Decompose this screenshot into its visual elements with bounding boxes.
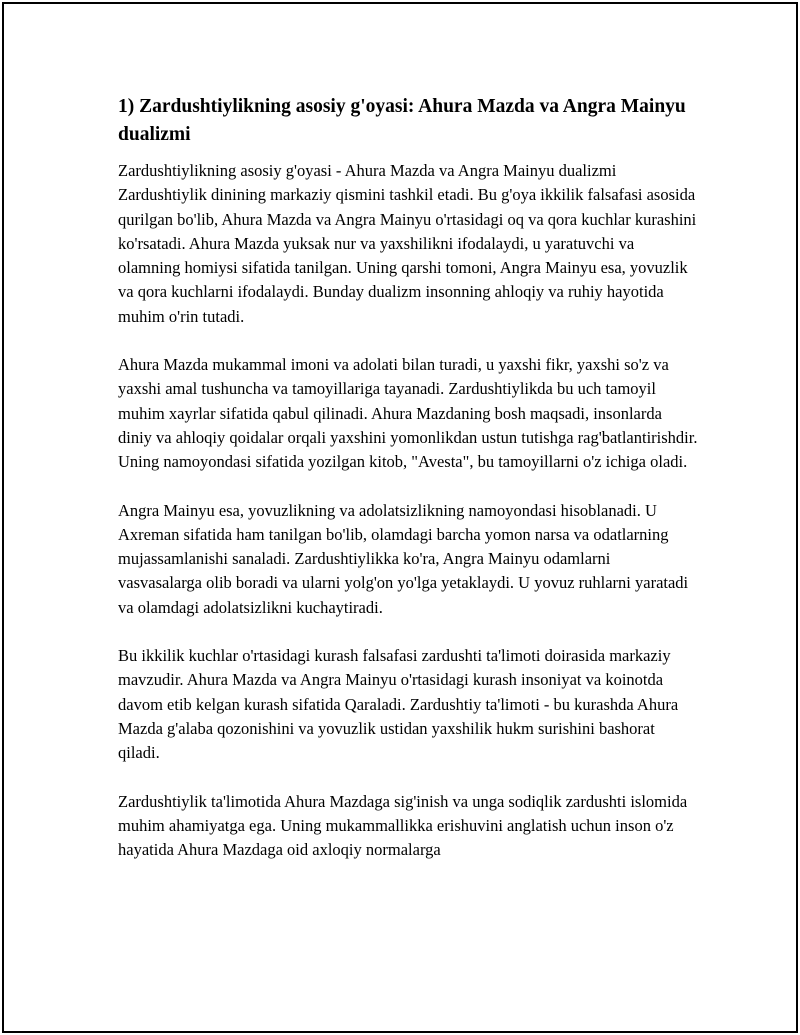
paragraph-3: Angra Mainyu esa, yovuzlikning va adolatsizlikning namoyondasi hisoblanadi. U Axreman sifatida ham tanilgan bo'lib, olamdagi barcha yomon narsa va odatlarning mujassamlanishi sanaladi. Zardushtiylikka ko'ra, Angra Mainyu odamlarni vasvasalarga olib boradi va ularni yolg'on yo'lga yetaklaydi. U yovuz ruhlarni yaratadi va olamdagi adolatsizlikni kuchaytiradi. (118, 500, 689, 617)
paragraph-2: Ahura Mazda mukammal imoni va adolati bilan turadi, u yaxshi fikr, yaxshi so'z va yaxshi amal tushuncha va tamoyillariga tayanadi. Zardushtiylikda bu uch tamoyil muhim xayrlar sifatida qabul qilinadi. Ahura Mazdaning bosh maqsadi, insonlarda diniy va ahloqiy qoidalar orqali yaxshini yomonlikdan ustun tutishga rag'batlantirishdir. Uning namoyondasi sifatida yozilgan kitob, "Avesta", bu tamoyillarni o'z ichiga oladi. (118, 355, 698, 472)
document-body (118, 93, 698, 886)
paragraph-5: Zardushtiylik ta'limotida Ahura Mazdaga sig'inish va unga sodiqlik zardushti islomida muhim ahamiyatga ega. Uning mukammallikka erishuvini anglatish uchun inson o'z hayatida Ahura Mazdaga oid axloqiy normalarga (118, 791, 688, 860)
paragraph-4: Bu ikkilik kuchlar o'rtasidagi kurash falsafasi zardushti ta'limoti doirasida markaziy mavzudir. Ahura Mazda va Angra Mainyu o'rtasidagi kurash insoniyat va koinotda davom etib kelgan kurash sifatida Qaraladi. Zardushtiy ta'limoti - bu kurashda Ahura Mazda g'alaba qozonishini va yovuzlik ustidan yaxshilik hukm surishini bashorat qiladi. (118, 646, 679, 763)
document-title: 1) Zardushtiylikning asosiy g'oyasi: Ahura Mazda va Angra Mainyu dualizmi (118, 96, 686, 145)
paragraph-1: Zardushtiylikning asosiy g'oyasi - Ahura Mazda va Angra Mainyu dualizmi Zardushtiylik dinining markaziy qismini tashkil etadi. Bu g'oya ikkilik falsafasi asosida qurilgan bo'lib, Ahura Mazda va Angra Mainyu o'rtasidagi oq va qora kuchlar kurashini ko'rsatadi. Ahura Mazda yuksak nur va yaxshilikni ifodalaydi, u yaratuvchi va olamning homiysi sifatida tanilgan. Uning qarshi tomoni, Angra Mainyu esa, yovuzlik va qora kuchlarni ifodalaydi. Bunday dualizm insonning ahloqiy va ruhiy hayotida muhim o'rin tutadi. (118, 161, 697, 326)
